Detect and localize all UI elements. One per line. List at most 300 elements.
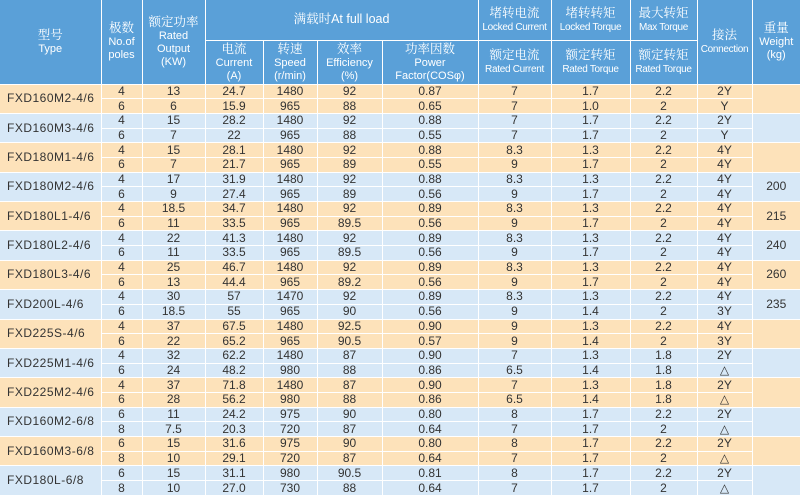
table-row xyxy=(0,290,800,305)
power-factor-cell: 0.55 xyxy=(382,128,478,143)
table-row xyxy=(0,422,800,437)
current-cell: 71.8 xyxy=(205,378,263,393)
max-torque-ratio-cell: 1.8 xyxy=(630,348,697,363)
header-efficiency-zh: 效率 xyxy=(336,41,362,56)
table-row xyxy=(0,437,800,452)
max-torque-ratio-cell: 2 xyxy=(630,275,697,290)
connection-cell: 3Y xyxy=(697,334,752,349)
efficiency-cell: 87 xyxy=(317,348,382,363)
current-cell: 22 xyxy=(205,128,263,143)
locked-torque-ratio-cell: 1.3 xyxy=(551,348,630,363)
max-torque-ratio-cell: 2.2 xyxy=(630,113,697,128)
header-locked-torque xyxy=(551,0,630,40)
max-torque-ratio-cell: 1.8 xyxy=(630,378,697,393)
locked-current-ratio-cell: 9 xyxy=(478,275,551,290)
locked-torque-ratio-cell: 1.7 xyxy=(551,157,630,172)
weight-cell xyxy=(752,437,800,466)
connection-cell: 3Y xyxy=(697,304,752,319)
header-speed xyxy=(263,40,317,84)
header-rated-torque-2-en: Rated Torque xyxy=(635,64,692,75)
efficiency-cell: 92.5 xyxy=(317,319,382,334)
rated-output-cell: 11 xyxy=(142,407,205,422)
locked-torque-ratio-cell: 1.7 xyxy=(551,187,630,202)
speed-cell: 965 xyxy=(263,275,317,290)
power-factor-cell: 0.57 xyxy=(382,334,478,349)
locked-current-ratio-cell: 7 xyxy=(478,84,551,99)
header-locked-current-en: Locked Current xyxy=(482,21,547,33)
rated-output-cell: 15 xyxy=(142,113,205,128)
type-cell: FXD160M2-6/8 xyxy=(0,407,101,436)
table-row xyxy=(0,172,800,187)
header-power-factor xyxy=(382,40,478,84)
locked-torque-ratio-cell: 1.3 xyxy=(551,202,630,217)
max-torque-ratio-cell: 2 xyxy=(630,481,697,496)
poles-cell: 4 xyxy=(101,260,142,275)
header-poles xyxy=(101,0,142,84)
locked-current-ratio-cell: 6.5 xyxy=(478,363,551,378)
table-row xyxy=(0,260,800,275)
connection-cell: 2Y xyxy=(697,437,752,452)
header-output-en2: Output xyxy=(156,42,191,55)
efficiency-cell: 90 xyxy=(317,437,382,452)
current-cell: 67.5 xyxy=(205,319,263,334)
header-weight-zh: 重量 xyxy=(763,21,789,36)
speed-cell: 965 xyxy=(263,99,317,114)
connection-cell: △ xyxy=(697,422,752,437)
poles-cell: 6 xyxy=(101,128,142,143)
weight-cell xyxy=(752,378,800,407)
rated-output-cell: 24 xyxy=(142,363,205,378)
current-cell: 27.0 xyxy=(205,481,263,496)
efficiency-cell: 92 xyxy=(317,231,382,246)
efficiency-cell: 88 xyxy=(317,392,382,407)
header-output-zh: 额定功率 xyxy=(148,14,199,29)
power-factor-cell: 0.90 xyxy=(382,319,478,334)
current-cell: 33.5 xyxy=(205,246,263,261)
rated-output-cell: 15 xyxy=(142,437,205,452)
poles-cell: 6 xyxy=(101,334,142,349)
locked-torque-ratio-cell: 1.7 xyxy=(551,84,630,99)
efficiency-cell: 87 xyxy=(317,378,382,393)
connection-cell: 4Y xyxy=(697,319,752,334)
locked-current-ratio-cell: 8 xyxy=(478,407,551,422)
connection-cell: 2Y xyxy=(697,466,752,481)
poles-cell: 8 xyxy=(101,451,142,466)
speed-cell: 1480 xyxy=(263,143,317,158)
header-current xyxy=(205,40,263,84)
connection-cell: 4Y xyxy=(697,231,752,246)
header-rated-current-zh: 额定电流 xyxy=(489,48,540,62)
connection-cell: △ xyxy=(697,392,752,407)
locked-current-ratio-cell: 7 xyxy=(478,422,551,437)
power-factor-cell: 0.56 xyxy=(382,187,478,202)
power-factor-cell: 0.88 xyxy=(382,143,478,158)
header-rated-torque-2-zh: 额定转矩 xyxy=(638,48,689,62)
poles-cell: 4 xyxy=(101,290,142,305)
efficiency-cell: 92 xyxy=(317,84,382,99)
header-speed-en: Speed xyxy=(274,56,306,69)
header-power-factor-en1: Power xyxy=(414,56,446,69)
locked-torque-ratio-cell: 1.3 xyxy=(551,143,630,158)
header-locked-torque-zh: 堵转转矩 xyxy=(565,5,616,20)
efficiency-cell: 88 xyxy=(317,128,382,143)
locked-current-ratio-cell: 8.3 xyxy=(478,143,551,158)
weight-cell xyxy=(752,84,800,113)
power-factor-cell: 0.90 xyxy=(382,378,478,393)
weight-cell: 200 xyxy=(752,172,800,201)
speed-cell: 975 xyxy=(263,437,317,452)
power-factor-cell: 0.64 xyxy=(382,422,478,437)
type-cell: FXD180L-6/8 xyxy=(0,466,101,495)
speed-cell: 720 xyxy=(263,451,317,466)
speed-cell: 980 xyxy=(263,466,317,481)
rated-output-cell: 10 xyxy=(142,451,205,466)
poles-cell: 6 xyxy=(101,246,142,261)
current-cell: 24.2 xyxy=(205,407,263,422)
efficiency-cell: 90 xyxy=(317,304,382,319)
table-body xyxy=(0,84,800,495)
max-torque-ratio-cell: 2.2 xyxy=(630,172,697,187)
header-efficiency xyxy=(317,40,382,84)
header-rated-torque-1-en: Rated Torque xyxy=(562,64,619,75)
speed-cell: 965 xyxy=(263,304,317,319)
header-max-torque-en: Max Torque xyxy=(638,21,689,33)
header-type xyxy=(0,0,101,84)
locked-current-ratio-cell: 8.3 xyxy=(478,231,551,246)
power-factor-cell: 0.65 xyxy=(382,99,478,114)
max-torque-ratio-cell: 2 xyxy=(630,216,697,231)
locked-current-ratio-cell: 9 xyxy=(478,216,551,231)
connection-cell: 2Y xyxy=(697,113,752,128)
header-current-zh: 电流 xyxy=(221,41,247,56)
locked-torque-ratio-cell: 1.7 xyxy=(551,216,630,231)
poles-cell: 6 xyxy=(101,304,142,319)
table-row xyxy=(0,275,800,290)
locked-torque-ratio-cell: 1.4 xyxy=(551,392,630,407)
header-locked-current-zh: 堵转电流 xyxy=(489,5,540,20)
current-cell: 55 xyxy=(205,304,263,319)
locked-torque-ratio-cell: 1.7 xyxy=(551,437,630,452)
current-cell: 56.2 xyxy=(205,392,263,407)
locked-torque-ratio-cell: 1.3 xyxy=(551,260,630,275)
table-row xyxy=(0,187,800,202)
max-torque-ratio-cell: 2 xyxy=(630,157,697,172)
header-full-load xyxy=(205,0,478,40)
poles-cell: 6 xyxy=(101,275,142,290)
connection-cell: 4Y xyxy=(697,202,752,217)
table-row xyxy=(0,407,800,422)
locked-current-ratio-cell: 8.3 xyxy=(478,260,551,275)
locked-torque-ratio-cell: 1.7 xyxy=(551,113,630,128)
locked-current-ratio-cell: 7 xyxy=(478,128,551,143)
table-row xyxy=(0,157,800,172)
max-torque-ratio-cell: 2 xyxy=(630,304,697,319)
table-row xyxy=(0,363,800,378)
max-torque-ratio-cell: 2.2 xyxy=(630,231,697,246)
poles-cell: 4 xyxy=(101,378,142,393)
type-cell: FXD180L3-4/6 xyxy=(0,260,101,289)
poles-cell: 6 xyxy=(101,466,142,481)
type-cell: FXD160M3-6/8 xyxy=(0,437,101,466)
locked-torque-ratio-cell: 1.7 xyxy=(551,128,630,143)
header-poles-zh: 极数 xyxy=(108,21,134,36)
connection-cell: 4Y xyxy=(697,216,752,231)
locked-current-ratio-cell: 8.3 xyxy=(478,172,551,187)
current-cell: 41.3 xyxy=(205,231,263,246)
table-header xyxy=(0,0,800,84)
header-output-unit: (KW) xyxy=(160,55,187,68)
header-output-en1: Rated xyxy=(158,29,189,42)
rated-output-cell: 15 xyxy=(142,466,205,481)
locked-current-ratio-cell: 8.3 xyxy=(478,290,551,305)
connection-cell: 4Y xyxy=(697,187,752,202)
header-connection xyxy=(697,0,752,84)
weight-cell xyxy=(752,143,800,172)
max-torque-ratio-cell: 2 xyxy=(630,128,697,143)
speed-cell: 980 xyxy=(263,363,317,378)
locked-current-ratio-cell: 9 xyxy=(478,157,551,172)
locked-torque-ratio-cell: 1.4 xyxy=(551,334,630,349)
locked-torque-ratio-cell: 1.7 xyxy=(551,466,630,481)
speed-cell: 720 xyxy=(263,422,317,437)
rated-output-cell: 7 xyxy=(142,128,205,143)
table-row xyxy=(0,216,800,231)
poles-cell: 4 xyxy=(101,319,142,334)
weight-cell: 215 xyxy=(752,202,800,231)
header-power-factor-zh: 功率因数 xyxy=(404,41,455,56)
header-rated-output xyxy=(142,0,205,84)
connection-cell: 4Y xyxy=(697,143,752,158)
locked-torque-ratio-cell: 1.7 xyxy=(551,422,630,437)
table-row xyxy=(0,304,800,319)
table-row xyxy=(0,319,800,334)
max-torque-ratio-cell: 2.2 xyxy=(630,84,697,99)
locked-current-ratio-cell: 9 xyxy=(478,304,551,319)
speed-cell: 1480 xyxy=(263,348,317,363)
locked-current-ratio-cell: 7 xyxy=(478,113,551,128)
table-row xyxy=(0,84,800,99)
efficiency-cell: 92 xyxy=(317,202,382,217)
locked-current-ratio-cell: 7 xyxy=(478,481,551,496)
connection-cell: 4Y xyxy=(697,172,752,187)
connection-cell: Y xyxy=(697,99,752,114)
locked-current-ratio-cell: 7 xyxy=(478,378,551,393)
type-cell: FXD180L1-4/6 xyxy=(0,202,101,231)
efficiency-cell: 89.5 xyxy=(317,216,382,231)
max-torque-ratio-cell: 2.2 xyxy=(630,290,697,305)
poles-cell: 4 xyxy=(101,113,142,128)
efficiency-cell: 90 xyxy=(317,407,382,422)
rated-output-cell: 11 xyxy=(142,246,205,261)
speed-cell: 1470 xyxy=(263,290,317,305)
table-row xyxy=(0,392,800,407)
efficiency-cell: 90.5 xyxy=(317,466,382,481)
power-factor-cell: 0.81 xyxy=(382,466,478,481)
efficiency-cell: 89 xyxy=(317,187,382,202)
connection-cell: 4Y xyxy=(697,157,752,172)
speed-cell: 1480 xyxy=(263,172,317,187)
locked-current-ratio-cell: 7 xyxy=(478,451,551,466)
header-poles-en2: poles xyxy=(108,49,135,62)
weight-cell: 260 xyxy=(752,260,800,289)
header-rated-current xyxy=(478,40,551,84)
efficiency-cell: 87 xyxy=(317,451,382,466)
current-cell: 24.7 xyxy=(205,84,263,99)
rated-output-cell: 7.5 xyxy=(142,422,205,437)
max-torque-ratio-cell: 2.2 xyxy=(630,437,697,452)
connection-cell: 2Y xyxy=(697,378,752,393)
speed-cell: 980 xyxy=(263,392,317,407)
power-factor-cell: 0.88 xyxy=(382,172,478,187)
max-torque-ratio-cell: 2.2 xyxy=(630,407,697,422)
max-torque-ratio-cell: 2.2 xyxy=(630,260,697,275)
header-rated-current-en: Rated Current xyxy=(485,64,544,75)
efficiency-cell: 89.2 xyxy=(317,275,382,290)
locked-torque-ratio-cell: 1.0 xyxy=(551,99,630,114)
speed-cell: 965 xyxy=(263,216,317,231)
speed-cell: 730 xyxy=(263,481,317,496)
current-cell: 20.3 xyxy=(205,422,263,437)
speed-cell: 1480 xyxy=(263,84,317,99)
rated-output-cell: 18.5 xyxy=(142,202,205,217)
header-type-zh: 型号 xyxy=(37,27,63,42)
header-rated-torque-locked xyxy=(551,40,630,84)
rated-output-cell: 28 xyxy=(142,392,205,407)
table-row xyxy=(0,113,800,128)
header-speed-unit: (r/min) xyxy=(274,69,306,82)
locked-torque-ratio-cell: 1.7 xyxy=(551,481,630,496)
poles-cell: 6 xyxy=(101,99,142,114)
locked-current-ratio-cell: 8 xyxy=(478,466,551,481)
connection-cell: 4Y xyxy=(697,275,752,290)
table-row xyxy=(0,99,800,114)
table-row xyxy=(0,202,800,217)
power-factor-cell: 0.64 xyxy=(382,481,478,496)
connection-cell: 2Y xyxy=(697,348,752,363)
header-weight-en: Weight xyxy=(759,36,794,49)
efficiency-cell: 88 xyxy=(317,481,382,496)
current-cell: 31.6 xyxy=(205,437,263,452)
poles-cell: 6 xyxy=(101,437,142,452)
current-cell: 46.7 xyxy=(205,260,263,275)
poles-cell: 6 xyxy=(101,392,142,407)
rated-output-cell: 13 xyxy=(142,84,205,99)
efficiency-cell: 89 xyxy=(317,157,382,172)
table-row xyxy=(0,143,800,158)
power-factor-cell: 0.90 xyxy=(382,348,478,363)
connection-cell: 2Y xyxy=(697,407,752,422)
power-factor-cell: 0.89 xyxy=(382,231,478,246)
locked-torque-ratio-cell: 1.7 xyxy=(551,246,630,261)
type-cell: FXD160M3-4/6 xyxy=(0,113,101,142)
rated-output-cell: 7 xyxy=(142,157,205,172)
locked-torque-ratio-cell: 1.4 xyxy=(551,363,630,378)
locked-current-ratio-cell: 9 xyxy=(478,246,551,261)
speed-cell: 965 xyxy=(263,128,317,143)
poles-cell: 6 xyxy=(101,407,142,422)
speed-cell: 965 xyxy=(263,334,317,349)
rated-output-cell: 6 xyxy=(142,99,205,114)
rated-output-cell: 10 xyxy=(142,481,205,496)
poles-cell: 4 xyxy=(101,231,142,246)
power-factor-cell: 0.89 xyxy=(382,202,478,217)
efficiency-cell: 88 xyxy=(317,363,382,378)
efficiency-cell: 89.5 xyxy=(317,246,382,261)
header-max-torque xyxy=(630,0,697,40)
max-torque-ratio-cell: 2 xyxy=(630,246,697,261)
weight-cell: 240 xyxy=(752,231,800,260)
power-factor-cell: 0.64 xyxy=(382,451,478,466)
poles-cell: 4 xyxy=(101,143,142,158)
locked-current-ratio-cell: 7 xyxy=(478,348,551,363)
current-cell: 48.2 xyxy=(205,363,263,378)
header-speed-zh: 转速 xyxy=(277,41,303,56)
poles-cell: 6 xyxy=(101,157,142,172)
header-weight-unit: (kg) xyxy=(766,49,786,62)
rated-output-cell: 9 xyxy=(142,187,205,202)
rated-output-cell: 32 xyxy=(142,348,205,363)
efficiency-cell: 92 xyxy=(317,143,382,158)
table-row xyxy=(0,246,800,261)
locked-torque-ratio-cell: 1.7 xyxy=(551,275,630,290)
locked-current-ratio-cell: 6.5 xyxy=(478,392,551,407)
max-torque-ratio-cell: 2 xyxy=(630,187,697,202)
current-cell: 34.7 xyxy=(205,202,263,217)
poles-cell: 6 xyxy=(101,187,142,202)
weight-cell xyxy=(752,113,800,142)
type-cell: FXD180M1-4/6 xyxy=(0,143,101,172)
current-cell: 31.9 xyxy=(205,172,263,187)
weight-cell xyxy=(752,407,800,436)
power-factor-cell: 0.56 xyxy=(382,246,478,261)
header-connection-en: Connection xyxy=(700,43,749,55)
max-torque-ratio-cell: 2.2 xyxy=(630,319,697,334)
poles-cell: 4 xyxy=(101,172,142,187)
locked-current-ratio-cell: 8 xyxy=(478,437,551,452)
power-factor-cell: 0.89 xyxy=(382,290,478,305)
efficiency-cell: 92 xyxy=(317,260,382,275)
table-row xyxy=(0,128,800,143)
header-current-unit: (A) xyxy=(226,69,242,82)
weight-cell xyxy=(752,466,800,495)
poles-cell: 8 xyxy=(101,422,142,437)
poles-cell: 4 xyxy=(101,348,142,363)
poles-cell: 8 xyxy=(101,481,142,496)
type-cell: FXD200L-4/6 xyxy=(0,290,101,319)
power-factor-cell: 0.87 xyxy=(382,84,478,99)
header-current-en: Current xyxy=(215,56,253,69)
max-torque-ratio-cell: 2 xyxy=(630,334,697,349)
power-factor-cell: 0.55 xyxy=(382,157,478,172)
efficiency-cell: 92 xyxy=(317,172,382,187)
speed-cell: 1480 xyxy=(263,202,317,217)
connection-cell: 2Y xyxy=(697,84,752,99)
power-factor-cell: 0.80 xyxy=(382,437,478,452)
power-factor-cell: 0.89 xyxy=(382,260,478,275)
speed-cell: 975 xyxy=(263,407,317,422)
weight-cell xyxy=(752,348,800,377)
header-efficiency-unit: (%) xyxy=(340,69,359,82)
power-factor-cell: 0.56 xyxy=(382,216,478,231)
type-cell: FXD160M2-4/6 xyxy=(0,84,101,113)
max-torque-ratio-cell: 2.2 xyxy=(630,202,697,217)
power-factor-cell: 0.56 xyxy=(382,275,478,290)
current-cell: 28.1 xyxy=(205,143,263,158)
poles-cell: 4 xyxy=(101,202,142,217)
type-cell: FXD180L2-4/6 xyxy=(0,231,101,260)
current-cell: 15.9 xyxy=(205,99,263,114)
rated-output-cell: 13 xyxy=(142,275,205,290)
